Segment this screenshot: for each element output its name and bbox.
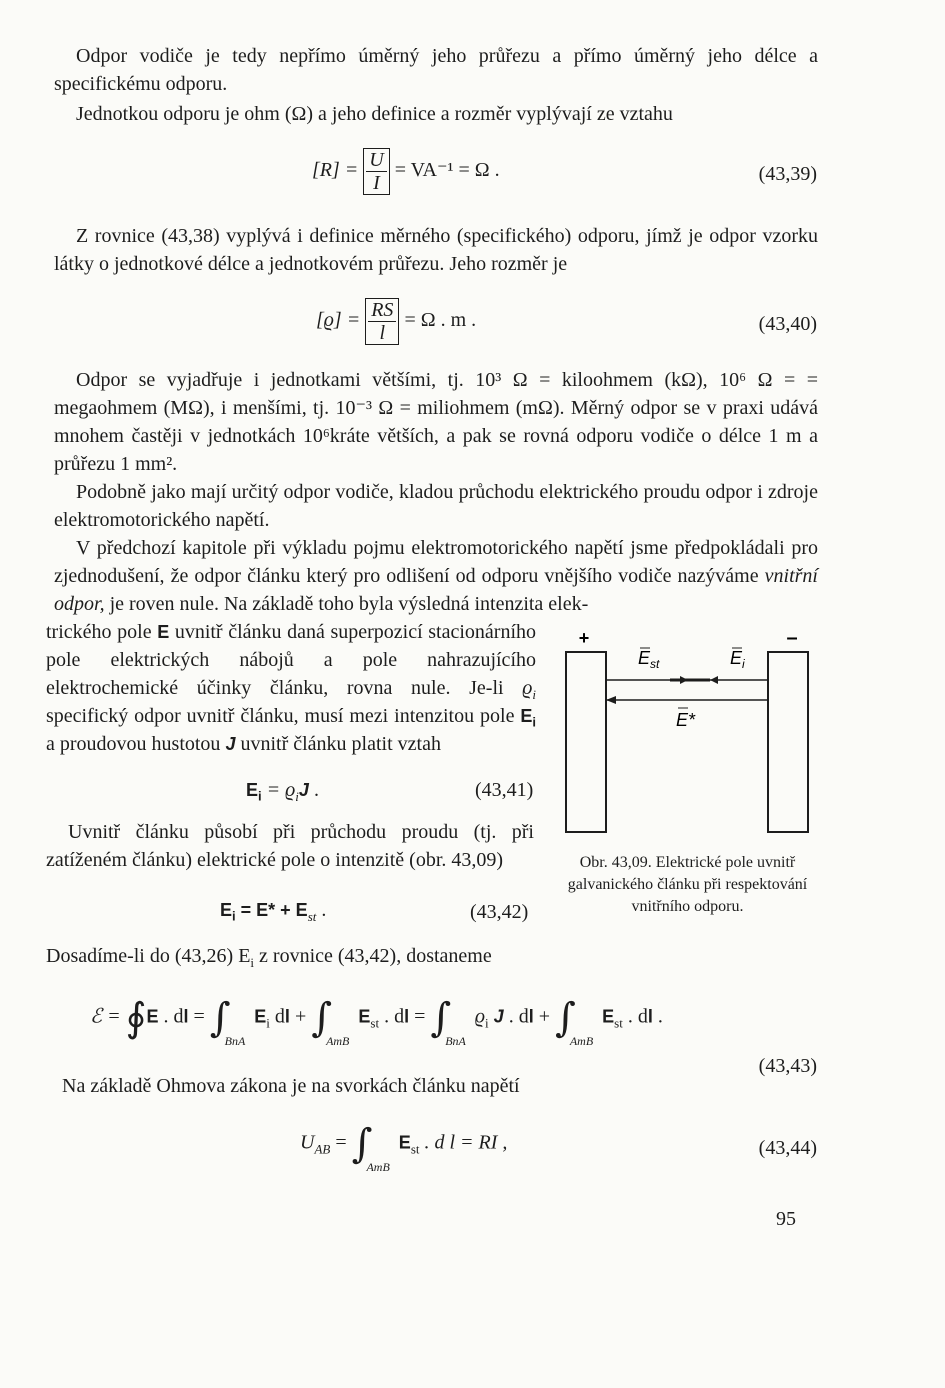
figure-galvanic-cell [560, 622, 816, 838]
left-electrode [566, 652, 606, 832]
figure-caption: Obr. 43,09. Elektrické pole uvnitř galvanického článku při respektování vnitřního odporu. [567, 854, 808, 915]
eq39-den: I [373, 172, 380, 194]
eq39-lhs: [R] = [312, 159, 359, 182]
equation-43-43: ℰ = ∮E . dl = $\int_{BnA}$ $E_i$ dl + $\int_{AmB}$ $E_{st}$ . dl = $\int_{BnA}$ $ϱ_i$ J . dl + $\int_{AmB}$ $E_{st}$ . dl . [90, 995, 663, 1048]
eq39-bracket [363, 148, 389, 195]
equation-43-41: $E_i = ϱ_iJ$ . [246, 779, 319, 804]
paragraph-3: Z rovnice (43,38) vyplývá i definice měrného (specifického) odporu, jímž je odpor vzorku látky o jednotkové délce a jednotkovém průřezu. Jeho rozměr je [54, 225, 818, 275]
eq40-num: RS [368, 299, 396, 322]
field-arrow-ei [710, 676, 718, 684]
paragraph-5: Podobně jako mají určitý odpor vodiče, kladou průchodu elektrického proudu odpor i zdroje elektromotorického napětí. [54, 481, 818, 531]
label-est: $E_{st}$ [638, 648, 660, 671]
eq41-number: (43,41) [475, 779, 534, 801]
paragraph-2: Jednotkou odporu je ohm (Ω) a jeho definice a rozměr vyplývají ze vztahu [76, 103, 673, 125]
term-internal-resistance: vnitřní odpor, [54, 565, 818, 615]
symbol-Ei: $E_i$ [520, 706, 536, 730]
equation-43-39 [312, 148, 500, 195]
eq40-rhs: = Ω . m . [404, 309, 477, 332]
paragraph-9: Na základě Ohmova zákona je na svorkách článku napětí [62, 1075, 520, 1097]
page-number: 95 [776, 1208, 796, 1230]
paragraph-4: Odpor se vyjadřuje i jednotkami většími, tj. 10³ Ω = kiloohmem (kΩ), 10⁶ Ω = = megaohmem (MΩ), i menšími, tj. 10⁻³ Ω = miliohmem (mΩ). Měrný odpor se v praxi udává mnohem častěji v jednotkách 10⁶kráte větších, a pak se rovná odporu vodiče o délce 1 m a průřezu 1 mm². [54, 369, 818, 475]
label-ei: $E_i$ [730, 648, 745, 671]
equation-43-40 [316, 298, 476, 345]
eq43-number: (43,43) [758, 1055, 817, 1077]
symbol-rho-i: $ϱ_i$ [522, 677, 537, 702]
eq40-bracket [365, 298, 399, 345]
eq42-number: (43,42) [470, 901, 529, 923]
symbol-E: E [157, 622, 170, 642]
right-electrode [768, 652, 808, 832]
symbol-J: J [225, 734, 236, 754]
paragraph-8: Dosadíme-li do (43,26) $E_i$ z rovnice (43,42), dostaneme [46, 945, 492, 970]
eq39-number: (43,39) [758, 163, 817, 185]
eq39-num: U [366, 149, 386, 172]
eq40-number: (43,40) [758, 313, 817, 335]
plus-terminal: + [578, 628, 590, 648]
eq44-number: (43,44) [758, 1137, 817, 1159]
equation-43-44: $U_{AB} = \int_{AmB}$ $E_{st}$ . d l = RI , [300, 1121, 508, 1174]
eq39-rhs: = VA⁻¹ = Ω . [394, 159, 500, 182]
label-estar: E* [676, 710, 696, 730]
paragraph-1: Odpor vodiče je tedy nepřímo úměrný jeho průřezu a přímo úměrný jeho délce a specifickému odporu. [54, 45, 818, 95]
paragraph-7: Uvnitř článku působí při průchodu proudu (tj. při zatíženém článku) elektrické pole o intenzitě (obr. 43,09) [46, 821, 534, 871]
equation-43-42: $E_i = E* + E_{st}$ . [220, 899, 327, 924]
paragraph-6-column: trického pole E uvnitř článku daná superpozicí stacionárního pole elektrických nábojů a pole nahrazujícího elektrochemické účinky článku, rovna nule. Je-li $ϱ_i$ specifický odpor uvnitř článku, musí mezi intenzitou pole $E_i$ a proudovou hustotou J uvnitř článku platit vztah [46, 621, 537, 755]
eq40-den: l [379, 322, 386, 344]
eq40-lhs: [ϱ] = [316, 309, 361, 332]
paragraph-6-top: V předchozí kapitole při výkladu pojmu elektromotorického napětí jsme předpokládali pro zjednodušení, že odpor článku který pro odlišení od odporu vnějšího vodiče nazýváme vnitřní odpor, je roven nule. Na základě toho byla výsledná intenzita elek- [54, 537, 818, 615]
minus-terminal: – [786, 627, 798, 649]
